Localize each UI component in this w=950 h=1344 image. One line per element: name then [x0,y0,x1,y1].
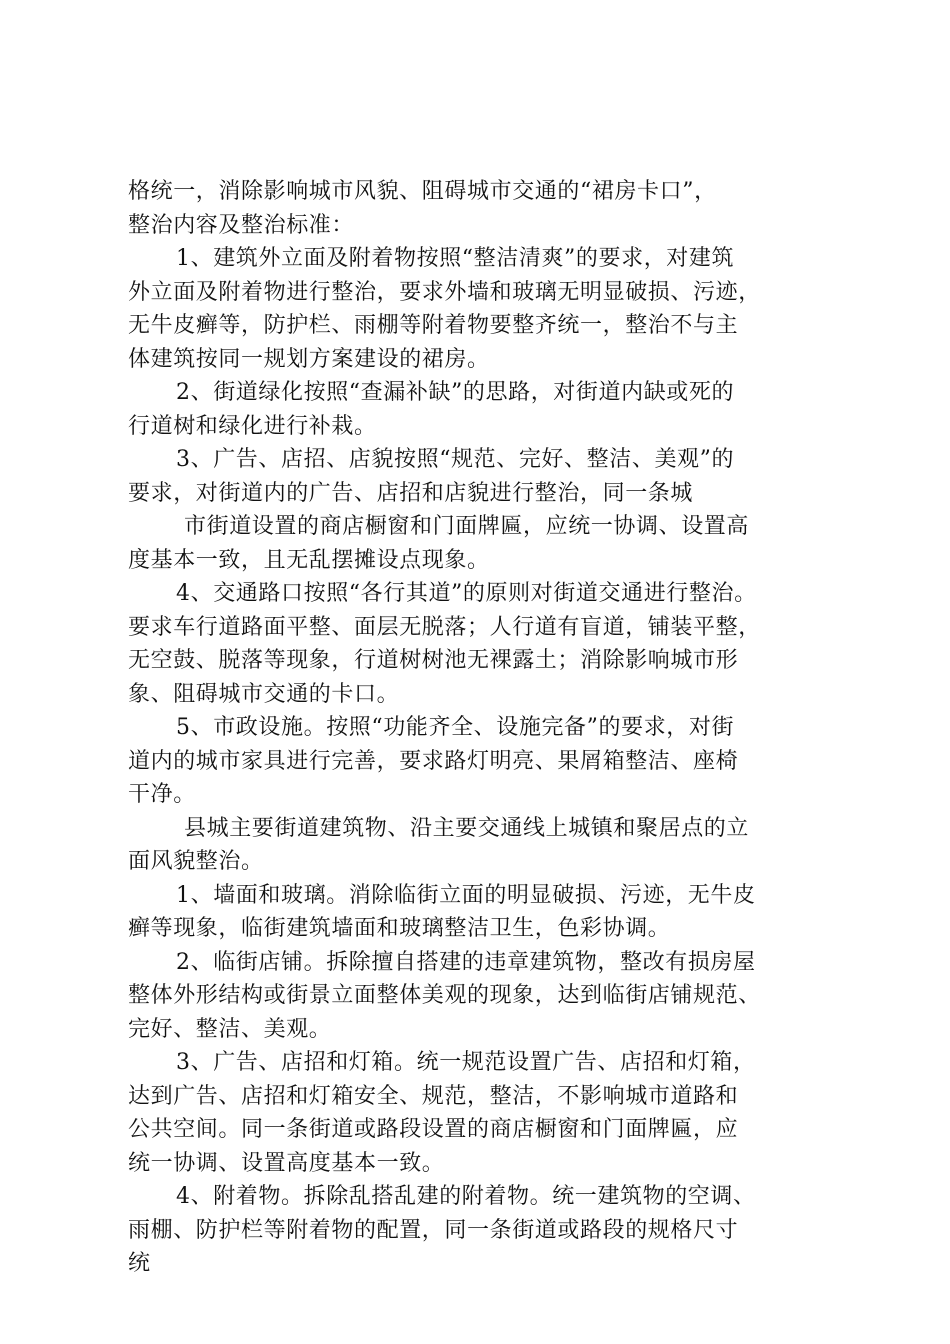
text-line: 市街道设置的商店橱窗和门面牌匾，应统一协调、设置高 [184,514,750,539]
text-line: 干净。 [128,782,196,807]
text-line: 3、广告、店招和灯箱。统一规范设置广告、店招和灯箱， [176,1050,756,1075]
text-line: 无牛皮癣等，防护栏、雨棚等附着物要整齐统一，整治不与主 [128,313,739,338]
text-line: 要求车行道路面平整、面层无脱落；人行道有盲道，铺装平整， [128,614,761,640]
text-line: 完好、整洁、美观。 [128,1016,332,1042]
text-line: 公共空间。同一条街道或路段设置的商店橱窗和门面牌匾，应 [128,1117,739,1142]
text-line: 雨棚、防护栏等附着物的配置，同一条街道或路段的规格尺寸 [128,1217,739,1243]
text-line: 5、市政设施。按照“功能齐全、设施完备”的要求，对街 [176,715,735,740]
text-line: 统一协调、设置高度基本一致。 [128,1150,445,1176]
text-line: 2、临街店铺。拆除擅自搭建的违章建筑物，整改有损房屋 [176,949,756,975]
text-line: 整体外形结构或街景立面整体美观的现象，达到临街店铺规范、 [128,983,761,1008]
text-line: 面风貌整治。 [128,849,264,874]
text-line: 3、广告、店招、店貌按照“规范、完好、整洁、美观”的 [176,447,735,472]
text-line: 体建筑按同一规划方案建设的裙房。 [128,346,490,372]
text-line: 格统一，消除影响城市风貌、阻碍城市交通的“裙房卡口”， [128,179,717,204]
text-line: 整治内容及整治标准： [128,212,355,238]
text-line: 无空鼓、脱落等现象，行道树树池无裸露土；消除影响城市形 [128,648,739,673]
text-line: 象、阻碍城市交通的卡口。 [128,681,400,707]
text-line: 行道树和绿化进行补栽。 [128,413,377,439]
text-line: 县城主要街道建筑物、沿主要交通线上城镇和聚居点的立 [184,815,750,841]
text-line: 1、墙面和玻璃。消除临街立面的明显破损、污迹，无牛皮 [176,882,756,908]
text-line: 达到广告、店招和灯箱安全、规范，整洁，不影响城市道路和 [128,1083,739,1109]
document-body [128,175,838,1281]
text-line: 度基本一致，且无乱摆摊设点现象。 [128,547,490,573]
text-line: 4、交通路口按照“各行其道”的原则对街道交通进行整治。 [176,581,757,606]
text-line: 要求，对街道内的广告、店招和店貌进行整治，同一条城 [128,480,694,506]
text-line: 外立面及附着物进行整治，要求外墙和玻璃无明显破损、污迹， [128,279,761,305]
text-line: 统 [128,1251,151,1276]
text-line: 2、街道绿化按照“查漏补缺”的思路，对街道内缺或死的 [176,380,735,405]
text-line: 癣等现象，临街建筑墙面和玻璃整洁卫生，色彩协调。 [128,916,671,941]
text-line: 道内的城市家具进行完善，要求路灯明亮、果屑箱整洁、座椅 [128,748,739,774]
text-line: 4、附着物。拆除乱搭乱建的附着物。统一建筑物的空调、 [176,1184,756,1209]
text-line: 1、建筑外立面及附着物按照“整洁清爽”的要求，对建筑 [176,246,735,271]
